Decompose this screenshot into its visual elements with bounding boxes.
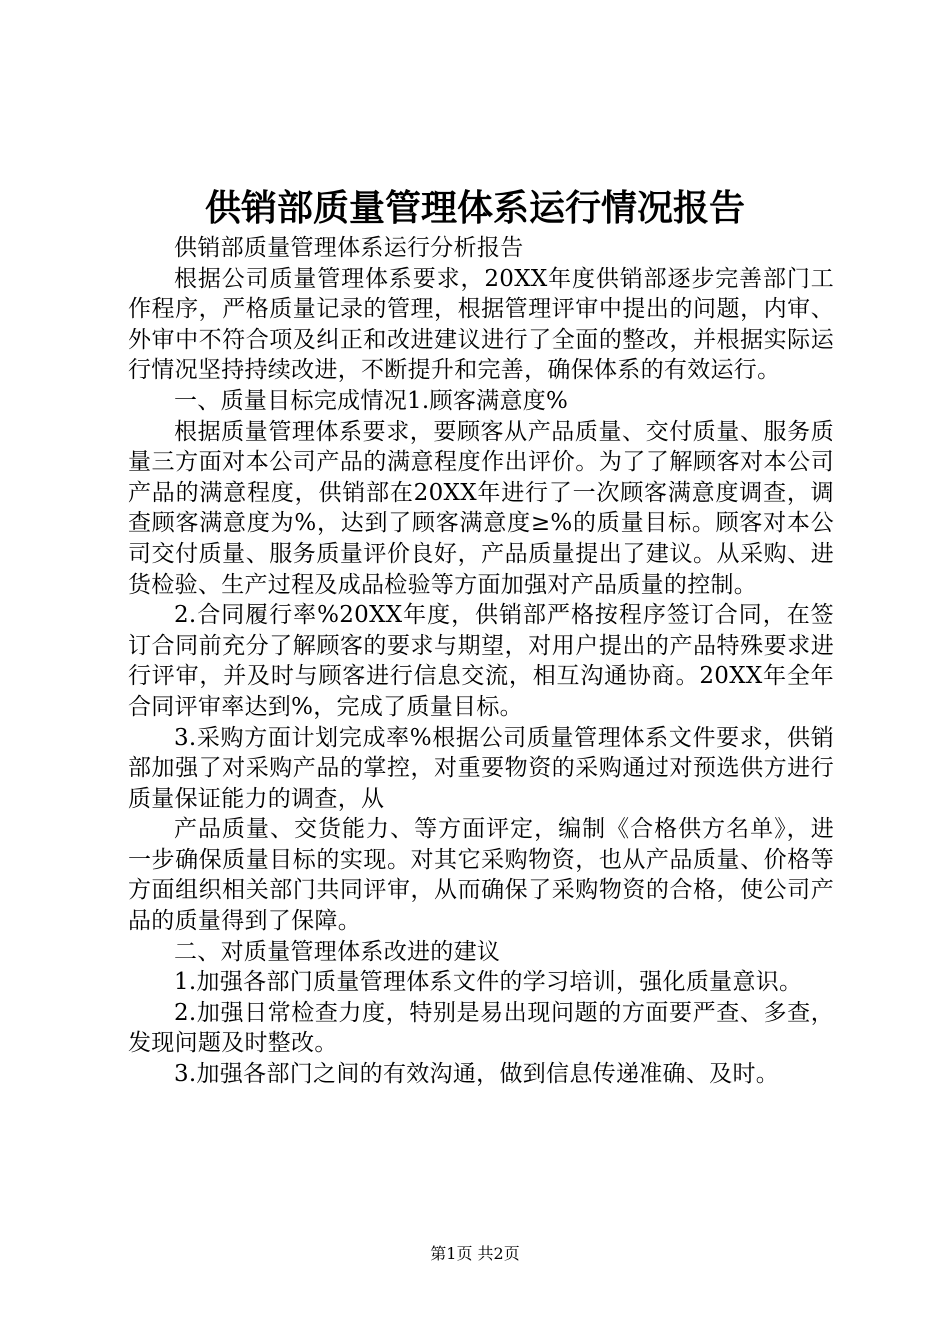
page-indicator: 第1页 共2页 xyxy=(430,1244,520,1263)
section-heading-improvements: 二、对质量管理体系改进的建议 xyxy=(174,938,501,965)
document-title: 供销部质量管理体系运行情况报告 xyxy=(204,187,745,229)
improvement-item-1: 1.加强各部门质量管理体系文件的学习培训，强化质量意识。 xyxy=(174,969,803,996)
procurement-continued-paragraph: 产品质量、交货能力、等方面评定，编制《合格供方名单》，进一步确保质量目标的实现。对其它采购物资，也从产品质量、价格等方面组织相关部门共同评审，从而确保了采购物资的合格，使公司产品的质量得到了保障。 xyxy=(128,816,834,935)
page-footer xyxy=(0,1243,950,1265)
improvement-item-2: 2.加强日常检查力度，特别是易出现问题的方面要严查、多查，发现问题及时整改。 xyxy=(128,999,834,1057)
intro-paragraph: 根据公司质量管理体系要求，20XX年度供销部逐步完善部门工作程序，严格质量记录的管理，根据管理评审中提出的问题，内审、外审中不符合项及纠正和改进建议进行了全面的整改，并根据实际运行情况坚持持续改进，不断提升和完善，确保体系的有效运行。 xyxy=(128,265,834,384)
subtitle-paragraph: 供销部质量管理体系运行分析报告 xyxy=(174,235,524,261)
section-heading-quality-goals: 一、质量目标完成情况1.顾客满意度% xyxy=(174,387,569,414)
customer-satisfaction-paragraph: 根据质量管理体系要求，要顾客从产品质量、交付质量、服务质量三方面对本公司产品的满意程度作出评价。为了了解顾客对本公司产品的满意程度，供销部在20XX年进行了一次顾客满意度调查，调查顾客满意度为%，达到了顾客满意度≥%的质量目标。顾客对本公司交付质量、服务质量评价良好，产品质量提出了建议。从采购、进货检验、生产过程及成品检验等方面加强对产品质量的控制。 xyxy=(128,418,834,598)
procurement-paragraph: 3.采购方面计划完成率%根据公司质量管理体系文件要求，供销部加强了对采购产品的掌控，对重要物资的采购通过对预选供方进行质量保证能力的调查，从 xyxy=(128,724,834,812)
document-body xyxy=(128,233,834,1090)
contract-fulfillment-paragraph: 2.合同履行率%20XX年度，供销部严格按程序签订合同，在签订合同前充分了解顾客的要求与期望，对用户提出的产品特殊要求进行评审，并及时与顾客进行信息交流，相互沟通协商。20XX年全年合同评审率达到%，完成了质量目标。 xyxy=(128,602,834,720)
improvement-item-3: 3.加强各部门之间的有效沟通，做到信息传递准确、及时。 xyxy=(174,1061,780,1088)
